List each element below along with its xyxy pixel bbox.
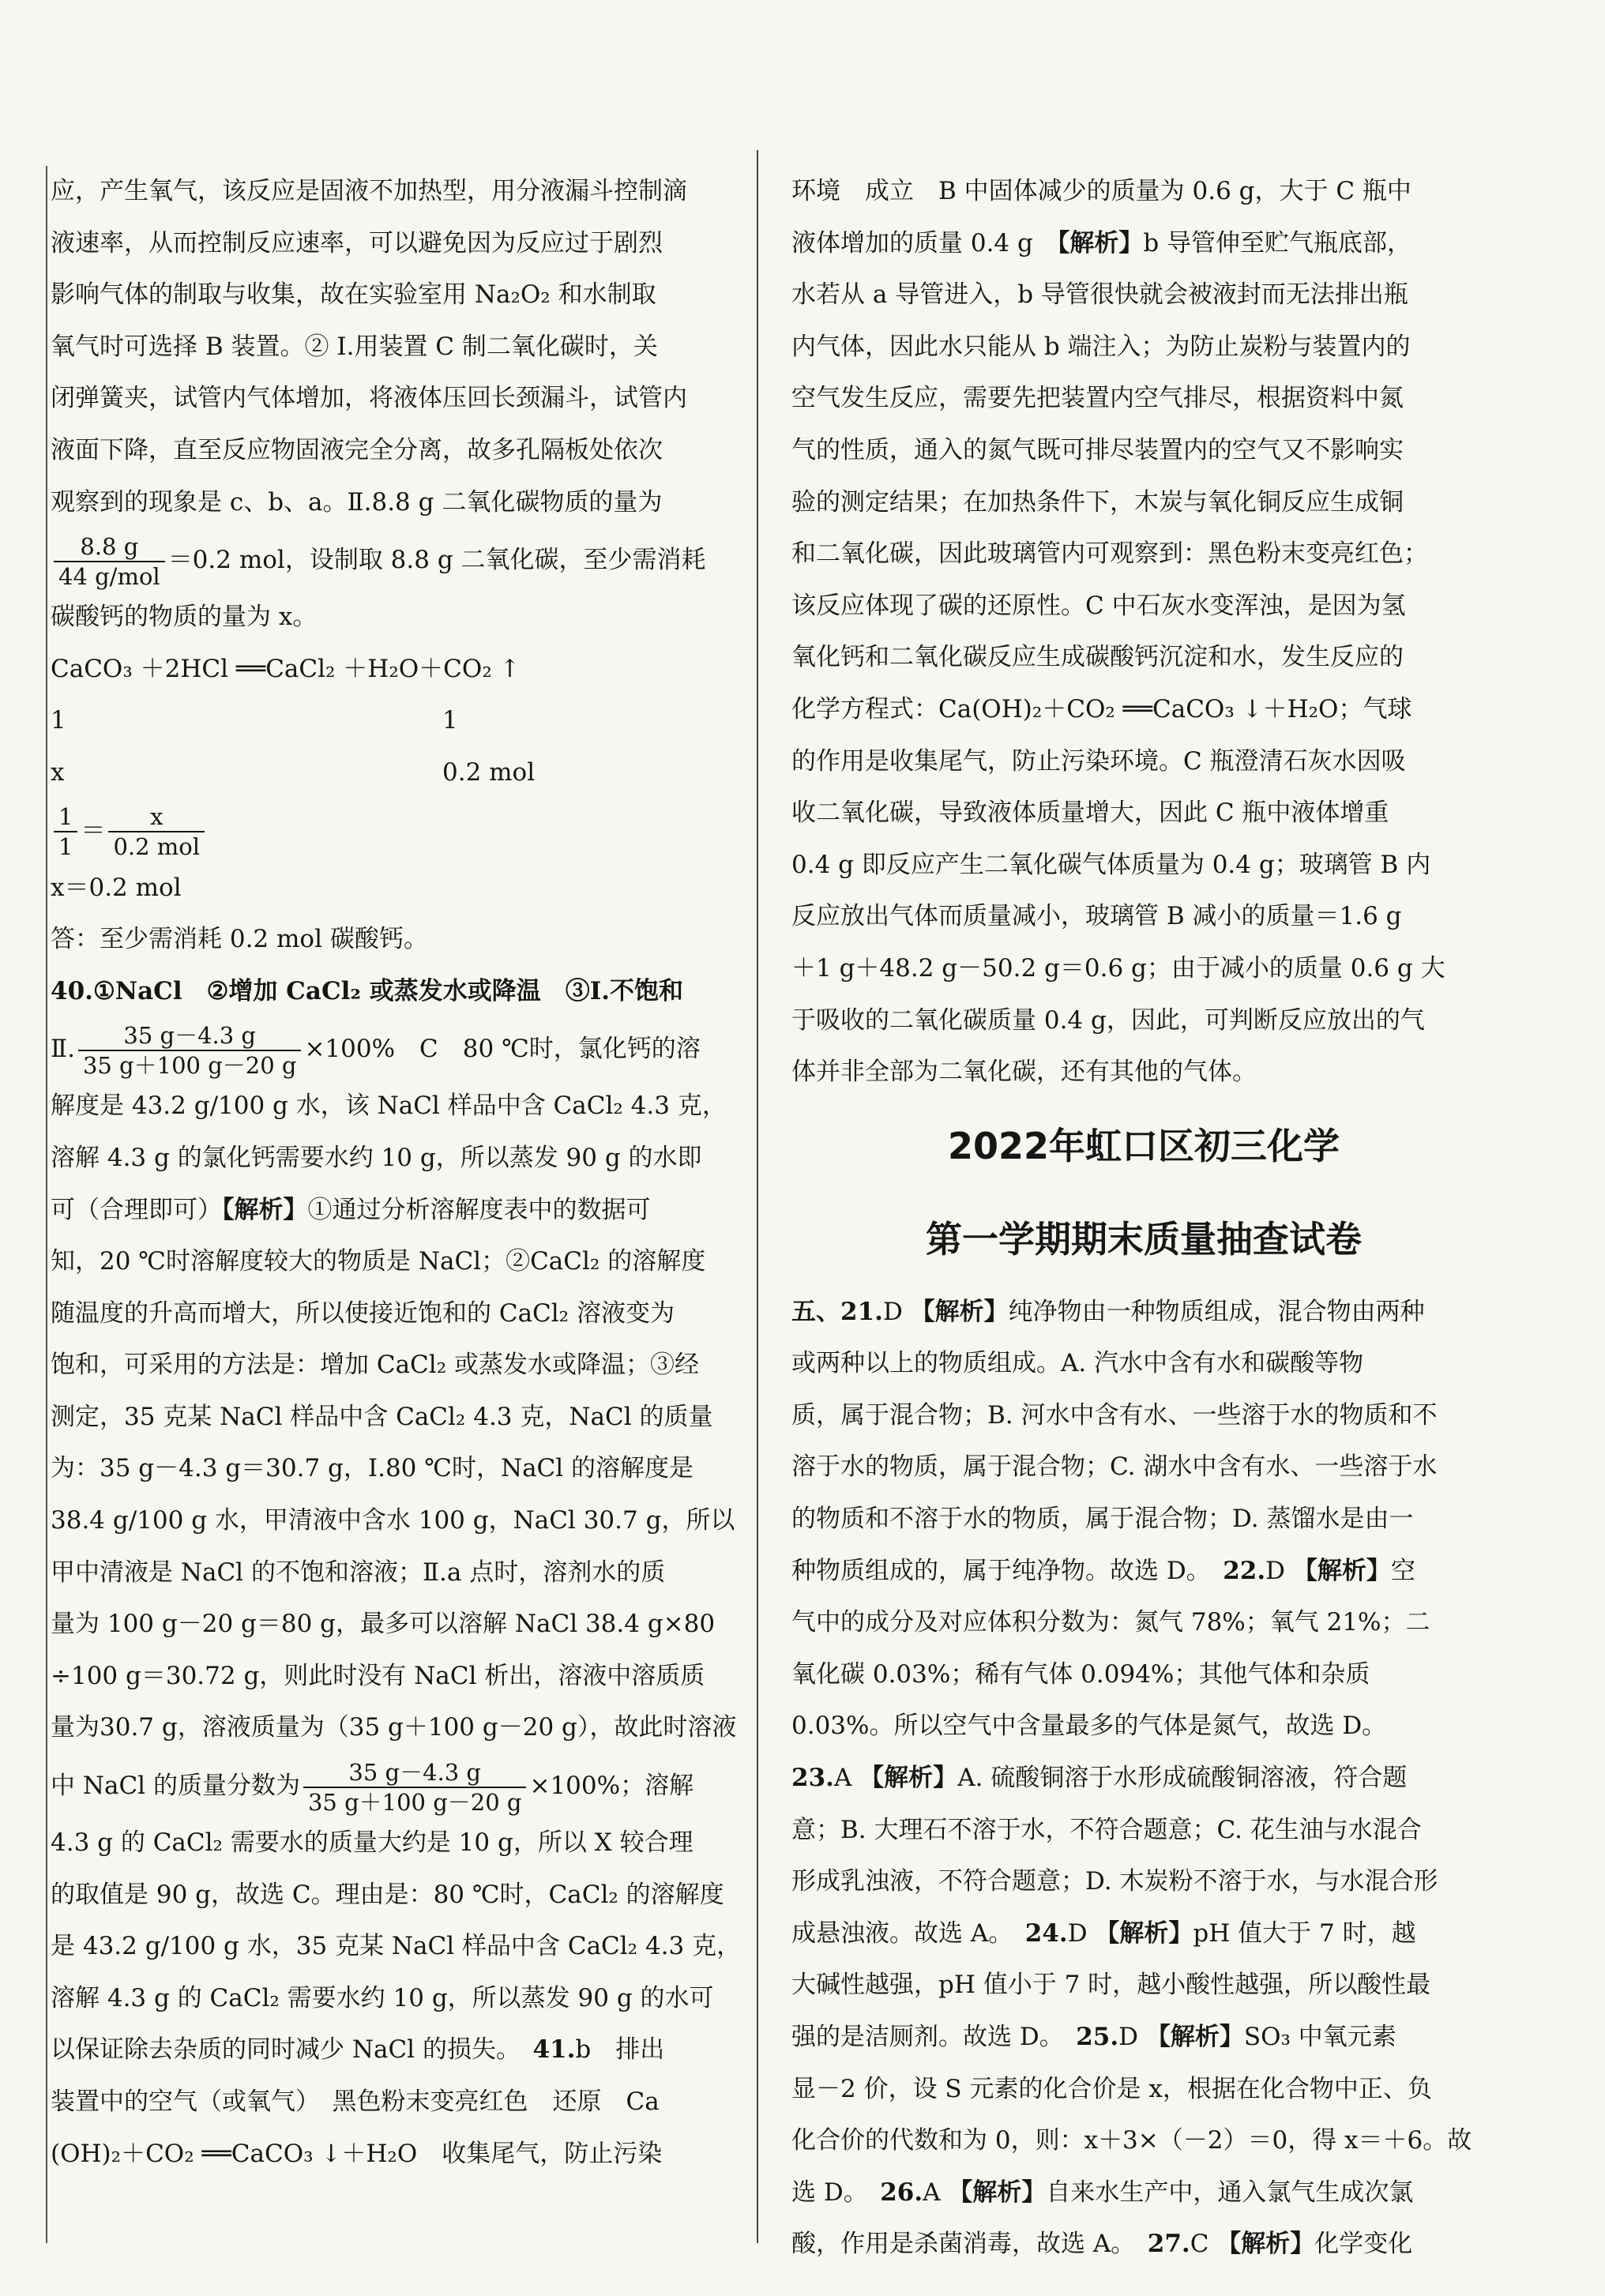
text-line: 随温度的升高而增大，所以使接近饱和的 CaCl₂ 溶液变为 [51, 1298, 675, 1328]
text-line: 4.3 g 的 CaCl₂ 需要水的质量大约是 10 g，所以 X 较合理 [51, 1828, 693, 1858]
fraction-mass: $\frac{35 g-4.3 g}{35 g+100 g-20 g}$ [78, 1021, 302, 1080]
text-line: 水若从 a 导管进入，b 导管很快就会被液封而无法排出瓶 [791, 280, 1408, 310]
text-line: ＋1 g＋48.2 g－50.2 g＝0.6 g；由于减小的质量 0.6 g 大 [791, 953, 1445, 983]
text-line: 闭弹簧夹，试管内气体增加，将液体压回长颈漏斗，试管内 [51, 384, 687, 413]
text-line: 气的性质，通入的氮气既可排尽装置内的空气又不影响实 [791, 435, 1404, 464]
text-line: 选 D。 26.A 【解析】自来水生产中，通入氯气生成次氯 [791, 2178, 1414, 2207]
section-subtitle: 第一学期期末质量抽查试卷 [926, 1217, 1362, 1261]
text-line: 形成乳浊液，不符合题意；D. 木炭粉不溶于水，与水混合形 [791, 1867, 1438, 1896]
text-line: 成悬浊液。故选 A。 24.D 【解析】pH 值大于 7 时，越 [791, 1918, 1416, 1948]
text-line: 化合价的代数和为 0，则：x＋3×（－2）＝0，得 x＝＋6。故 [791, 2126, 1472, 2155]
text-line: 0.4 g 即反应产生二氧化碳气体质量为 0.4 g；玻璃管 B 内 [791, 850, 1431, 879]
text-line: 影响气体的制取与收集，故在实验室用 Na₂O₂ 和水制取 [51, 280, 656, 310]
fraction-ratio: $\frac{1}{1}$ [54, 802, 77, 861]
text-line: 溶解 4.3 g 的 CaCl₂ 需要水约 10 g，所以蒸发 90 g 的水可 [51, 1983, 714, 2012]
text-line: 的物质和不溶于水的物质，属于混合物；D. 蒸馏水是由一 [791, 1505, 1414, 1534]
text-line: 气中的成分及对应体积分数为：氮气 78%；氧气 21%；二 [791, 1608, 1430, 1637]
text-line: 于吸收的二氧化碳质量 0.4 g，因此，可判断反应放出的气 [791, 1005, 1425, 1035]
text-line: 强的是洁厕剂。故选 D。 25.D 【解析】SO₃ 中氧元素 [791, 2023, 1396, 2051]
chemical-equation: CaCO₃ ＋2HCl ══CaCl₂ ＋H₂O＋CO₂ ↑ [51, 654, 521, 683]
text-line: 液速率，从而控制反应速率，可以避免因为反应过于剧烈 [51, 228, 663, 257]
text-line: 中 NaCl 的质量分数为 $\frac{35 g-4.3 g}{35 g+100 g-20 g}$ ×100%；溶解 [51, 1758, 694, 1816]
text-line: 化学方程式：Ca(OH)₂＋CO₂ ══CaCO₃ ↓＋H₂O；气球 [791, 694, 1412, 723]
right-column [791, 166, 1496, 2271]
fraction-moles: $\frac{8.8 g}{\text{44 g/mol}}$ [54, 532, 165, 591]
text-line: 答：至少需消耗 0.2 mol 碳酸钙。 [51, 925, 428, 954]
text-line: 量为30.7 g，溶液质量为（35 g＋100 g－20 g），故此时溶液 [51, 1713, 737, 1742]
text-line: 观察到的现象是 c、b、a。Ⅱ.8.8 g 二氧化碳物质的量为 [51, 487, 663, 517]
text-line: 空气发生反应，需要先把装置内空气排尽，根据资料中氮 [791, 384, 1404, 413]
text-line: 碳酸钙的物质的量为 x。 [51, 603, 318, 632]
text-line: 知，20 ℃时溶解度较大的物质是 NaCl；②CaCl₂ 的溶解度 [51, 1247, 706, 1276]
text-line: 氧化钙和二氧化碳反应生成碳酸钙沉淀和水，发生反应的 [791, 643, 1404, 672]
left-column [46, 166, 755, 2243]
text-line: 以保证除去杂质的同时减少 NaCl 的损失。 41.b 排出 [51, 2035, 665, 2065]
text-line: 体并非全部为二氧化碳，还有其他的气体。 [791, 1058, 1257, 1087]
text-line: 酸，作用是杀菌消毒，故选 A。 27.C 【解析】化学变化 [791, 2230, 1413, 2259]
text-line: ÷100 g＝30.72 g，则此时没有 NaCl 析出，溶液中溶质质 [51, 1661, 705, 1690]
text-line: (OH)₂＋CO₂ ══CaCO₃ ↓＋H₂O 收集尾气，防止污染 [51, 2139, 663, 2168]
text-line: x＝0.2 mol [51, 873, 182, 902]
text-line: 和二氧化碳，因此玻璃管内可观察到：黑色粉末变亮红色； [791, 539, 1428, 569]
fraction-mass: $\frac{35 g-4.3 g}{35 g+100 g-20 g}$ [303, 1758, 527, 1817]
text-line: 装置中的空气（或氧气） 黑色粉末变亮红色 还原 Ca [51, 2087, 660, 2116]
text-line: 或两种以上的物质组成。A. 汽水中含有水和碳酸等物 [791, 1349, 1364, 1378]
text-line: 测定，35 克某 NaCl 样品中含 CaCl₂ 4.3 克，NaCl 的质量 [51, 1402, 713, 1431]
text-line: 液面下降，直至反应物固液完全分离，故多孔隔板处依次 [51, 435, 663, 464]
text-line: 饱和，可采用的方法是：增加 CaCl₂ 或蒸发水或降温；③经 [51, 1351, 699, 1380]
text-line: $\frac{8.8 g}{\text{44 g/mol}}$ ＝0.2 mol，设制取 8.8 g 二氧化碳，至少需消耗 [51, 528, 755, 592]
text-line: Ⅱ. $\frac{35 g-4.3 g}{35 g+100 g-20 g}$ ×100% C 80 ℃时，氯化钙的溶 [51, 1021, 701, 1079]
text-line: 反应放出气体而质量减小，玻璃管 B 减小的质量＝1.6 g [791, 902, 1402, 931]
column-divider [757, 150, 758, 2243]
question-40: 40.①NaCl ②增加 CaCl₂ 或蒸发水或降温 ③Ⅰ.不饱和 [51, 976, 684, 1005]
text-line: 该反应体现了碳的还原性。C 中石灰水变浑浊，是因为氢 [791, 591, 1406, 620]
text-line: 环境 成立 B 中固体减少的质量为 0.6 g，大于 C 瓶中 [791, 177, 1411, 205]
section-title: 2022年虹口区初三化学 [947, 1124, 1340, 1167]
ratio-row: x 0.2 mol [51, 757, 536, 787]
text-line: 甲中清液是 NaCl 的不饱和溶液；Ⅱ.a 点时，溶剂水的质 [51, 1558, 666, 1587]
text-line: 的取值是 90 g，故选 C。理由是：80 ℃时，CaCl₂ 的溶解度 [51, 1880, 724, 1909]
question-21: 五、21.D 【解析】纯净物由一种物质组成，混合物由两种 [791, 1297, 1425, 1326]
proportion-line: $\frac{1}{1}$ ＝ $\frac{x}{\text{0.2 mol}}$ [51, 799, 755, 862]
ratio-row: 1 1 [51, 706, 458, 735]
text-line: 意；B. 大理石不溶于水，不符合题意；C. 花生油与水混合 [791, 1815, 1422, 1844]
text-line: 收二氧化碳，导致液体质量增大，因此 C 瓶中液体增重 [791, 799, 1389, 828]
text-line: 解度是 43.2 g/100 g 水，该 NaCl 样品中含 CaCl₂ 4.3 克， [51, 1092, 727, 1121]
text-line: 为：35 g－4.3 g＝30.7 g，Ⅰ.80 ℃时，NaCl 的溶解度是 [51, 1454, 694, 1483]
text-line: 溶于水的物质，属于混合物；C. 湖水中含有水、一些溶于水 [791, 1452, 1438, 1482]
text-line: 氧化碳 0.03%；稀有气体 0.094%；其他气体和杂质 [791, 1659, 1370, 1689]
text-line: 可（合理即可）【解析】①通过分析溶解度表中的数据可 [51, 1195, 651, 1224]
text-line: 应，产生氧气，该反应是固液不加热型，用分液漏斗控制滴 [51, 177, 687, 205]
text-line: 大碱性越强，pH 值小于 7 时，越小酸性越强，所以酸性最 [791, 1971, 1431, 2000]
text-line: 质，属于混合物；B. 河水中含有水、一些溶于水的物质和不 [791, 1400, 1438, 1430]
text-line: 氧气时可选择 B 装置。② Ⅰ.用装置 C 制二氧化碳时，关 [51, 332, 658, 361]
question-23: 23.A 【解析】A. 硫酸铜溶于水形成硫酸铜溶液，符合题 [791, 1764, 1408, 1793]
text-line: 量为 100 g－20 g＝80 g，最多可以溶解 NaCl 38.4 g×80 [51, 1610, 716, 1639]
text-line: 的作用是收集尾气，防止污染环境。C 瓶澄清石灰水因吸 [791, 746, 1406, 776]
text-line: 液体增加的质量 0.4 g 【解析】b 导管伸至贮气瓶底部， [791, 228, 1412, 257]
text-line: 种物质组成的，属于纯净物。故选 D。 22.D 【解析】空 [791, 1556, 1415, 1585]
text-line: 验的测定结果；在加热条件下，木炭与氧化铜反应生成铜 [791, 487, 1404, 517]
fraction-ratio: $\frac{x}{\text{0.2 mol}}$ [108, 802, 205, 861]
text-line: 是 43.2 g/100 g 水，35 克某 NaCl 样品中含 CaCl₂ 4.3 克， [51, 1932, 742, 1961]
text-line: 显－2 价，设 S 元素的化合价是 x，根据在化合物中正、负 [791, 2074, 1432, 2103]
text-line: 0.03%。所以空气中含量最多的气体是氮气，故选 D。 [791, 1712, 1387, 1741]
text-line: 内气体，因此水只能从 b 端注入；为防止炭粉与装置内的 [791, 332, 1411, 361]
text-line: 溶解 4.3 g 的氯化钙需要水约 10 g，所以蒸发 90 g 的水即 [51, 1143, 702, 1172]
text-line: 38.4 g/100 g 水，甲清液中含水 100 g，NaCl 30.7 g，所以 [51, 1506, 735, 1535]
